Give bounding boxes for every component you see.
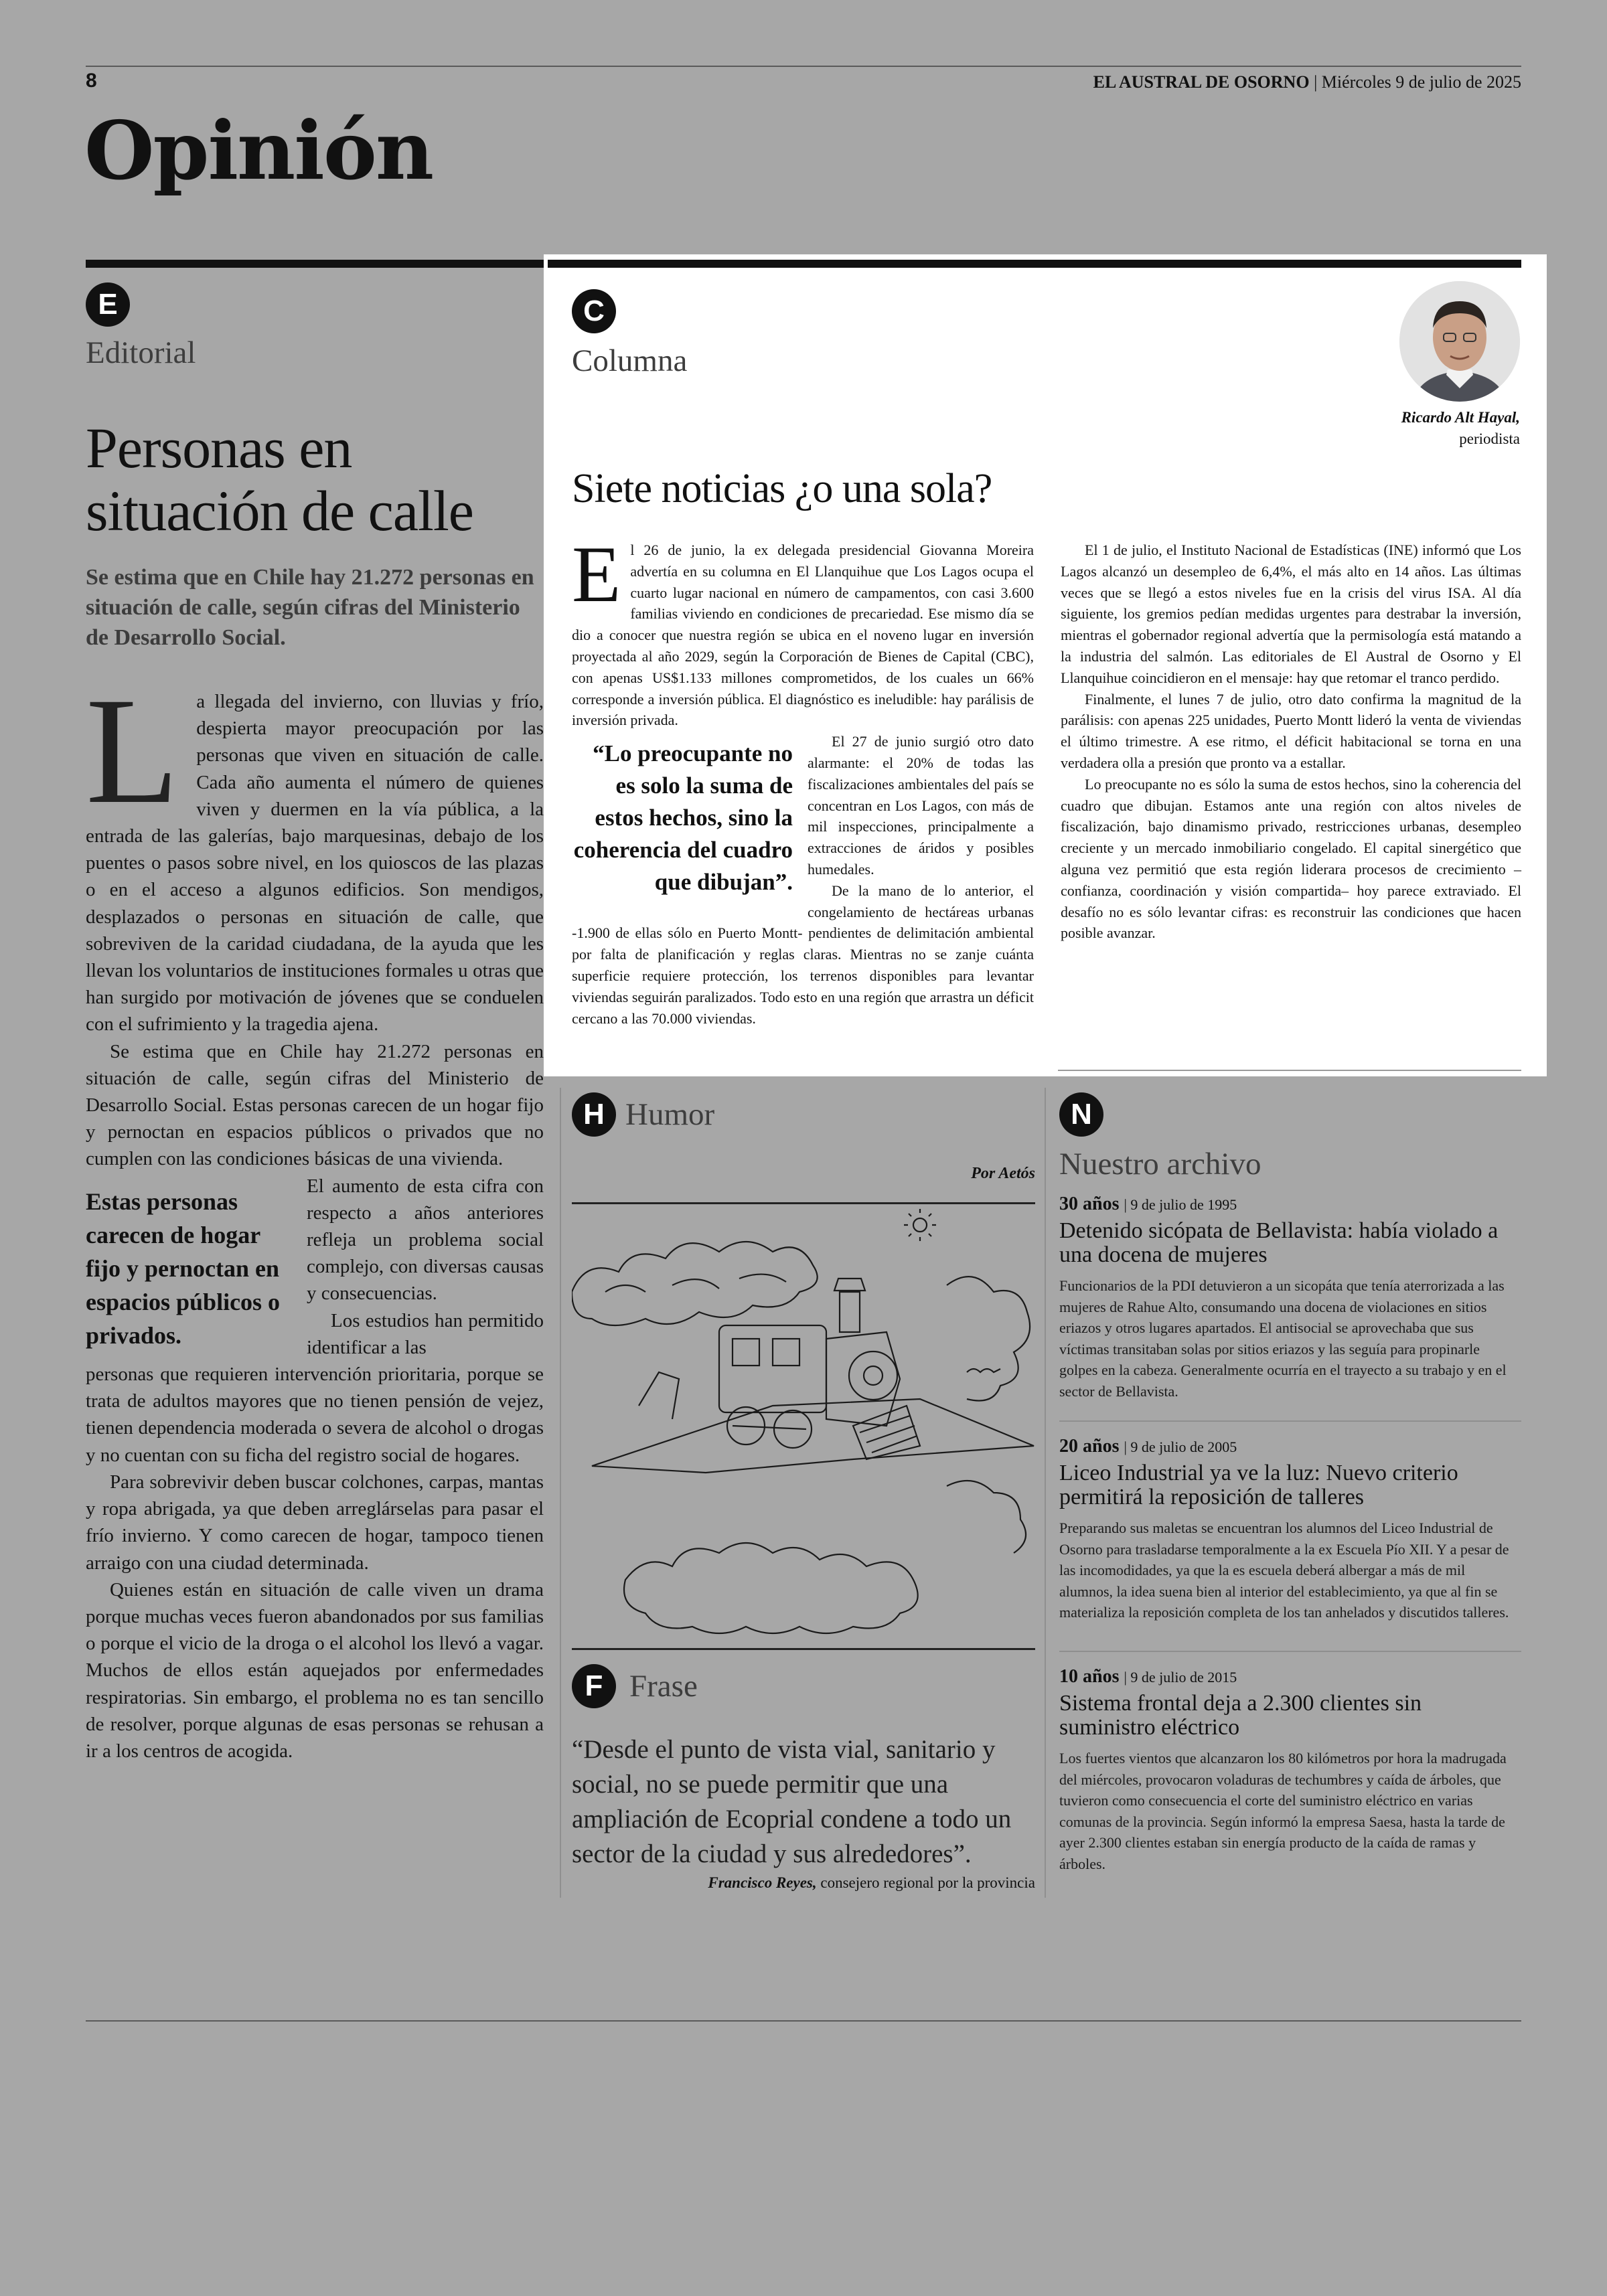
archive-years: 10 años bbox=[1059, 1666, 1120, 1687]
archive-body: Preparando sus maletas se encuentran los alumnos del Liceo Industrial de Osorno para trasladarse temporalmente a la ex Escuela Pío XII. Y a pesar de las incomodidades, ya que la es escuela deberá albergar a más de mil alumnos, la idea suena bien al interior del establecimiento, ya que al fin se materializa la reposición completa de los tan anhelados y discutidos talleres. bbox=[1059, 1520, 1509, 1621]
author-avatar bbox=[1399, 281, 1520, 402]
columna-paragraph-5: Finalmente, el lunes 7 de julio, otro dato confirma la magnitud de la parálisis: con apenas 225 unidades, Puerto Montt lideró la venta de viviendas el último trimestre. A ese ritmo, el déficit habitacional se torna en una verdadera olla a presión que pronto va a estallar. bbox=[1061, 690, 1521, 771]
masthead-separator: | bbox=[1314, 72, 1322, 92]
columna-label: Columna bbox=[572, 343, 688, 378]
archive-date: | 9 de julio de 1995 bbox=[1124, 1196, 1237, 1213]
humor-right-divider bbox=[1045, 1088, 1046, 1898]
archive-years: 20 años bbox=[1059, 1436, 1120, 1457]
columna-pullquote: “Lo preocupante no es solo la suma de estos hechos, sino la coherencia del cuadro que dibujan”. bbox=[573, 740, 793, 896]
editorial-paragraph-5: Quienes están en situación de calle viven un drama porque muchas veces fueron abandonados por sus familias o porque el vicio de la droga o el alcohol los llevó a vagar. Muchos de ellos están aquejados por enfermedades respiratorias. Sin embargo, el problema no es tan sencillo de resolver, porque algunas de esas personas se rehusan a ir a los centros de acogida. bbox=[86, 1578, 544, 1762]
archive-divider bbox=[1059, 1651, 1521, 1652]
columna-paragraph-3: De la mano de lo anterior, el congelamiento de hectáreas urbanas -1.900 de ellas sólo en Puerto Montt- pendientes de delimitación ambiental por falta de planificación y reglas claras. Mientras no se zanje cuánta superficie requiere protección, los terrenos disponibles para levantar viviendas seguirán paralizados. Todo esto en una región que arrastra un déficit cercano a las 70.000 viviendas. bbox=[572, 882, 1034, 1027]
editorial-label: Editorial bbox=[86, 335, 196, 370]
columna-body-right bbox=[1061, 540, 1521, 944]
archive-title: Detenido sicópata de Bellavista: había violado a una docena de mujeres bbox=[1059, 1218, 1499, 1267]
archive-item-meta bbox=[1059, 1665, 1521, 1689]
archive-title: Sistema frontal deja a 2.300 clientes sin suministro eléctrico bbox=[1059, 1691, 1422, 1740]
archivo-list bbox=[1059, 1193, 1521, 1874]
humor-badge: H bbox=[572, 1092, 616, 1137]
newspaper-name: EL AUSTRAL DE OSORNO bbox=[1093, 72, 1310, 92]
columna-badge: C bbox=[572, 289, 616, 333]
editorial-paragraph-4: Para sobrevivir deben buscar colchones, carpas, mantas y ropa abrigada, ya que deben arreglárselas para pasar el frío invierno. Y como carecen de hogar, tampoco tienen arraigo con una ciudad determinada. bbox=[86, 1471, 544, 1574]
editorial-paragraph-1: a llegada del invierno, con lluvias y frío, despierta mayor preocupación por las personas que viven en situación de calle. Cada año aumenta el número de quienes viven y duermen en la vía pública, a la entrada de las galerías, bajo marquesinas, debajo de los puentes o pasos sobre nivel, en los quioscos de las plazas o en el acceso a algunos edificios. Son mendigos, desplazados o personas en situación de calle, que sobreviven de la caridad ciudadana, de la ayuda que les llevan los voluntarios de instituciones formales u otras que han surgido por motivación de jóvenes que se conduelen con el sufrimiento y la tragedia ajena. bbox=[86, 691, 544, 1036]
train-airplane-cartoon-icon bbox=[572, 1205, 1037, 1647]
archive-date: | 9 de julio de 2015 bbox=[1124, 1669, 1237, 1686]
frase-author-role: consejero regional por la provincia bbox=[820, 1874, 1035, 1891]
columna-paragraph-1a bbox=[572, 529, 1034, 731]
humor-rule bbox=[572, 1202, 1035, 1204]
section-title: Opinión bbox=[84, 104, 433, 198]
editorial-dropcap: L bbox=[86, 667, 179, 835]
columna-author bbox=[1252, 407, 1520, 450]
issue-date: Miércoles 9 de julio de 2025 bbox=[1321, 72, 1521, 92]
author-role: periodista bbox=[1459, 430, 1520, 447]
editorial-headline-line1: Personas en bbox=[86, 416, 352, 480]
columna-body-left bbox=[572, 529, 1034, 1029]
editorial-pullquote-wrap bbox=[86, 1185, 287, 1352]
archive-item bbox=[1059, 1435, 1521, 1651]
archivo-label: Nuestro archivo bbox=[1059, 1147, 1261, 1181]
editorial-body bbox=[86, 667, 544, 1765]
archive-body: Funcionarios de la PDI detuvieron a un sicopáta que tenía aterrorizada a las mujeres de Rahue Alto, consumando una docena de violaciones en sitios eriazos y otros lugares apartados. El antisocial se aprovechaba que sus víctimas transitaban solas por sitios eriazos y las seguía para propinarle golpes en la cabeza. Generalmente ocurría en el trayecto a su trabajo y en el sector de Bellavista. bbox=[1059, 1277, 1507, 1400]
author-portrait-icon bbox=[1399, 281, 1520, 402]
page-number: 8 bbox=[86, 70, 97, 92]
editorial-pullquote: Estas personas carecen de hogar fijo y pernoctan en espacios públicos o privados. bbox=[86, 1187, 281, 1349]
humor-credit: Por Aetós bbox=[971, 1165, 1035, 1182]
editorial-badge: E bbox=[86, 282, 130, 327]
humor-cartoon bbox=[572, 1205, 1037, 1647]
humor-left-divider bbox=[560, 1088, 561, 1898]
editorial-headline bbox=[86, 416, 541, 542]
columna-top-bar bbox=[548, 260, 1521, 268]
columna-paragraph-6: Lo preocupante no es sólo la suma de estos hechos, sino la coherencia del cuadro que dibujan. Estamos ante una región con altos niveles de fiscalización, bajo dinamismo privado, restricciones urbanas, desempleo creciente y un mercado inmobiliario congelado. El capital sinergético que alguna vez permitió que esta región liderara procesos de crecimiento –confianza, coordinación y visión compartida– hoy parece extraviado. El desafío no es sólo levantar cifras: es reconstruir las condiciones que hacen posible avanzar. bbox=[1061, 775, 1521, 942]
humor-label: Humor bbox=[625, 1097, 715, 1132]
archive-item bbox=[1059, 1665, 1521, 1874]
columna-paragraph-4: El 1 de julio, el Instituto Nacional de Estadísticas (INE) informó que Los Lagos alcanzó un desempleo de 6,4%, el más alto en 14 años. Las últimas veces que se llegó a estos niveles fue en la crisis del virus ISA. Al día siguiente, los gremios pedían medidas urgentes para destrabar la inversión, mientras el gobernador regional advertía que la permisología está matando a la industria del salmón. Las editoriales de El Austral de Osorno y El Llanquihue coincidieron en el mensaje: hay que retomar el tranco perdido. bbox=[1061, 542, 1521, 686]
archive-item-meta bbox=[1059, 1193, 1521, 1216]
columna-headline: Siete noticias ¿o una sola? bbox=[572, 466, 992, 511]
archivo-badge: N bbox=[1059, 1092, 1103, 1137]
columna-paragraph-1: l 26 de junio, la ex delegada presidencial Giovanna Moreira advertía en su columna en El Llanquihue que Los Lagos ocupa el cuarto lugar nacional en número de campamentos, con casi 3.600 familias viviendo en condiciones de precariedad. Ese mismo día se dio a conocer que nuestra región se ubica en el noveno lugar en inversión proyectada al año 2029, según la Corporación de Bienes de Capital (CBC), con apenas US$1.133 millones comprometidos, de los cuales un 66% corresponde a inversión pública. El diagnóstico es ineludible: hay parálisis de inversión privada. bbox=[572, 542, 1034, 729]
editorial-top-bar bbox=[86, 260, 548, 268]
frase-label: Frase bbox=[629, 1669, 698, 1704]
frase-quote: “Desde el punto de vista vial, sanitario y social, no se puede permitir que una ampliación de Ecoprial condene a todo un sector de la ciudad y sus alrededores”. bbox=[572, 1735, 1012, 1868]
editorial-paragraph-2b: El aumento de esta cifra con respecto a años anteriores refleja un problema social complejo, con diversas causas y consecuencias. bbox=[307, 1175, 544, 1305]
archive-date: | 9 de julio de 2005 bbox=[1124, 1439, 1237, 1455]
editorial-deck: Se estima que en Chile hay 21.272 personas en situación de calle, según cifras del Ministerio de Desarrollo Social. bbox=[86, 565, 534, 650]
editorial-headline-line2: situación de calle bbox=[86, 479, 473, 543]
editorial-paragraph-3a: Los estudios han permitido identificar a las bbox=[307, 1309, 544, 1358]
archive-years: 30 años bbox=[1059, 1194, 1120, 1214]
archive-title: Liceo Industrial ya ve la luz: Nuevo criterio permitirá la reposición de talleres bbox=[1059, 1461, 1458, 1509]
archive-body: Los fuertes vientos que alcanzaron los 80 kilómetros por hora la madrugada del miércoles, provocaron voladuras de techumbres y caída de árboles, que tuvieron como consecuencia el corte del suministro eléctrico en varias comunas de la provincia. Según informó la empresa Saesa, hasta la tarde de ayer 2.300 clientes estaban sin energía producto de la caída de ramas y árboles. bbox=[1059, 1750, 1507, 1872]
frase-top-rule bbox=[572, 1648, 1035, 1650]
columna-pullquote-wrap bbox=[572, 738, 793, 898]
frase-attribution bbox=[572, 1874, 1035, 1892]
archive-item bbox=[1059, 1193, 1521, 1420]
columna-paragraph-2: El 27 de junio surgió otro dato alarmante: el 20% de todas las fiscalizaciones ambientales del país se concentran en Los Lagos, con más de mil inspecciones, principalmente a extracciones de áridos y posibles humedales. bbox=[808, 733, 1034, 878]
archive-item-meta bbox=[1059, 1435, 1521, 1459]
editorial-paragraph-3b: personas que requieren intervención prioritaria, porque se trata de adultos mayores que no tienen pensión de vejez, tienen dependencia moderada o severa de alcohol o drogas y no cuentan con su ficha del registro social de hogares. bbox=[86, 1364, 544, 1466]
bottom-rule bbox=[86, 2020, 1521, 2022]
author-name: Ricardo Alt Hayal, bbox=[1401, 409, 1520, 426]
columna-bottom-rule bbox=[1058, 1070, 1521, 1071]
frase-author: Francisco Reyes, bbox=[708, 1874, 817, 1891]
top-rule bbox=[86, 66, 1521, 67]
editorial-paragraph-2: Se estima que en Chile hay 21.272 personas en situación de calle, según cifras del Ministerio de Desarrollo Social. Estas personas carecen de un hogar fijo y pernoctan en espacios públicos o privados que no cumplen con las condiciones básicas de una vivienda. bbox=[86, 1040, 544, 1170]
masthead-info bbox=[1093, 72, 1521, 92]
archive-divider bbox=[1059, 1420, 1521, 1422]
columna-dropcap: E bbox=[572, 529, 621, 619]
frase-badge: F bbox=[572, 1664, 616, 1708]
